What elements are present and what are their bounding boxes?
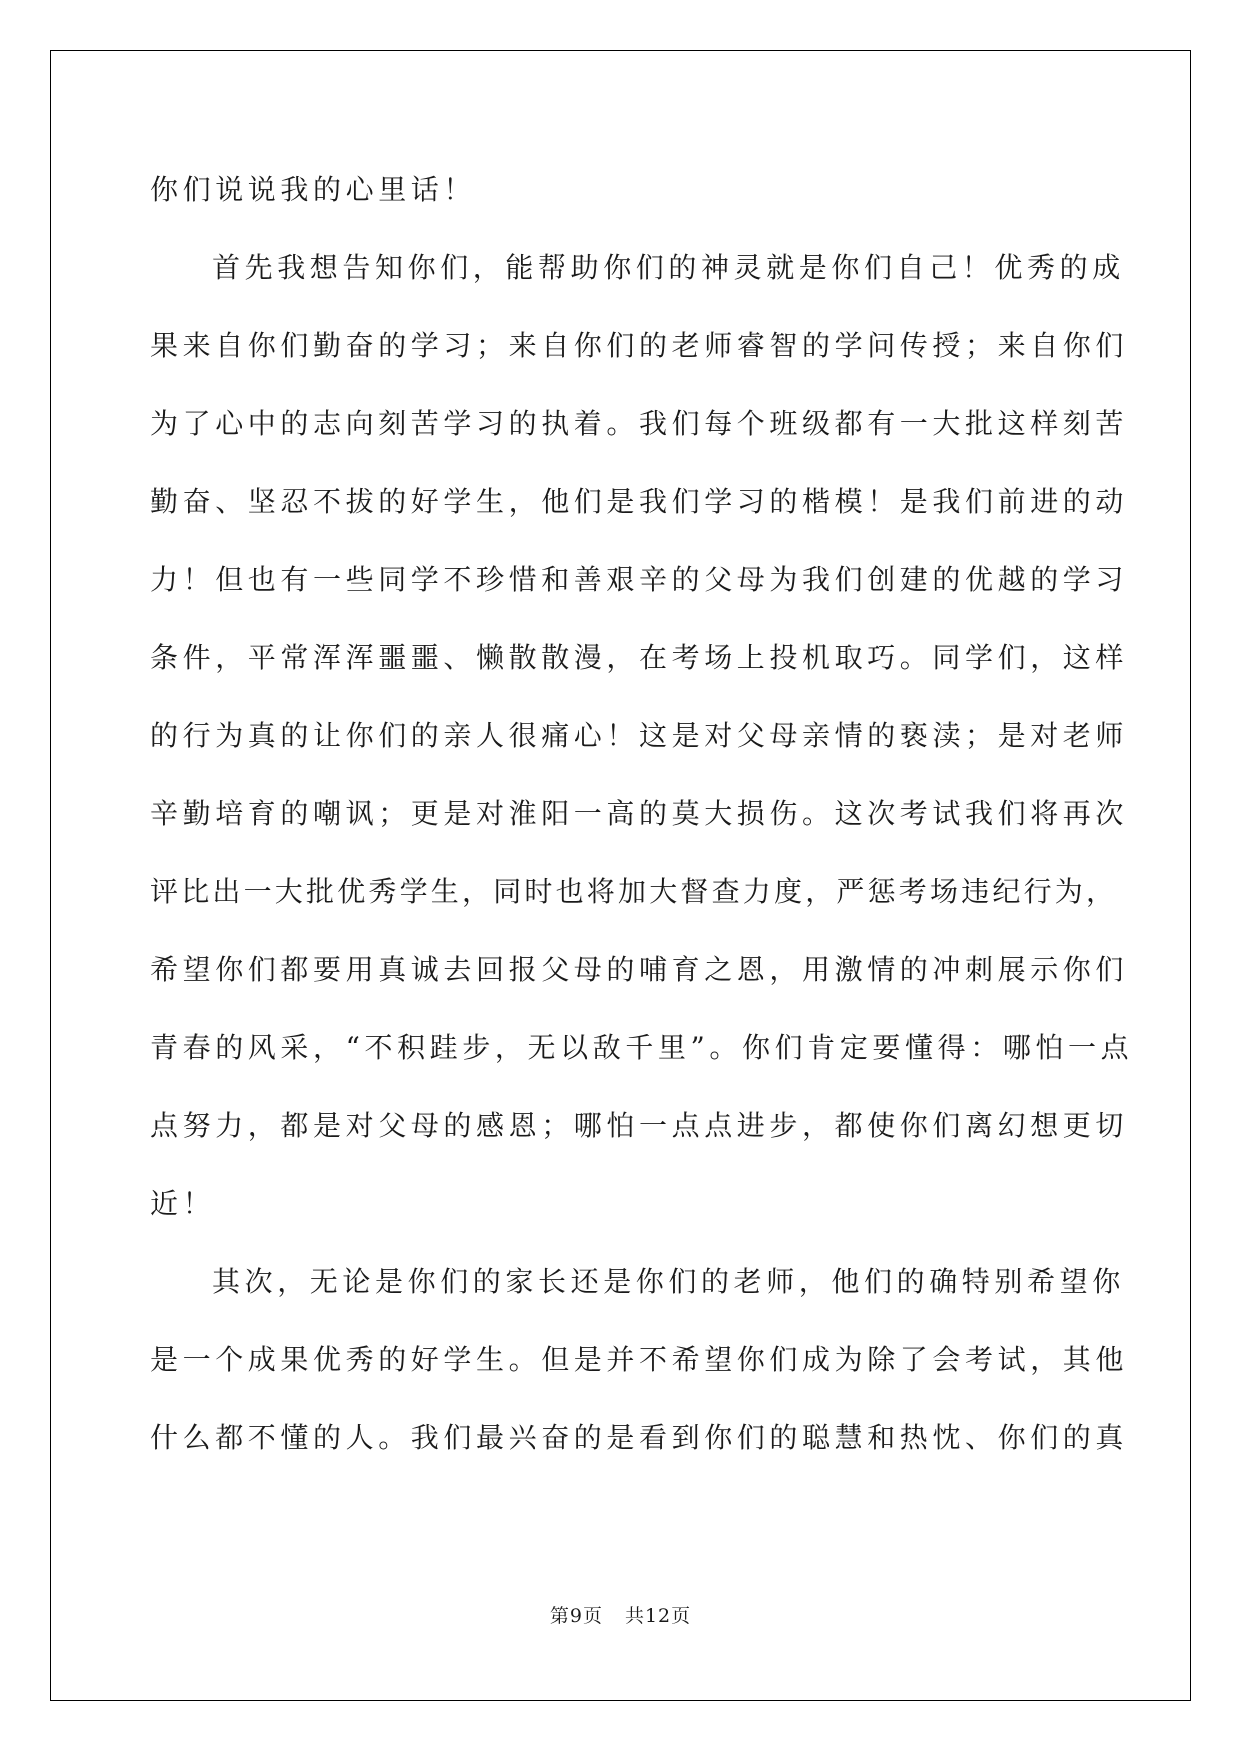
text-line: 是一个成果优秀的好学生。但是并不希望你们成为除了会考试，其他 (150, 1343, 1129, 1376)
page-number: 第9页 (549, 1605, 603, 1627)
text-line: 为了心中的志向刻苦学习的执着。我们每个班级都有一大批这样刻苦 (150, 407, 1129, 440)
text-line: 什么都不懂的人。我们最兴奋的是看到你们的聪慧和热忱、你们的真 (150, 1421, 1129, 1454)
text-line: 其次，无论是你们的家长还是你们的老师，他们的确特别希望你 (212, 1265, 1125, 1298)
text-line: 青春的风采，“不积跬步，无以敌千里”。你们肯定要懂得：哪怕一点 (150, 1031, 1134, 1064)
text-line: 点努力，都是对父母的感恩；哪怕一点点进步，都使你们离幻想更切 (150, 1109, 1129, 1142)
text-line: 首先我想告知你们，能帮助你们的神灵就是你们自己！优秀的成 (212, 251, 1125, 284)
text-line: 希望你们都要用真诚去回报父母的哺育之恩，用激情的冲刺展示你们 (150, 953, 1129, 986)
text-line: 近！ (150, 1187, 216, 1220)
text-line: 的行为真的让你们的亲人很痛心！这是对父母亲情的亵渎；是对老师 (150, 719, 1129, 752)
text-line: 勤奋、坚忍不拔的好学生，他们是我们学习的楷模！是我们前进的动 (150, 485, 1129, 518)
text-line: 条件，平常浑浑噩噩、懒散散漫，在考场上投机取巧。同学们，这样 (150, 641, 1129, 674)
text-line: 力！但也有一些同学不珍惜和善艰辛的父母为我们创建的优越的学习 (150, 563, 1129, 596)
page-footer (0, 1601, 1241, 1628)
text-line: 评比出一大批优秀学生，同时也将加大督查力度，严惩考场违纪行为， (150, 875, 1118, 908)
text-line: 你们说说我的心里话！ (150, 173, 477, 206)
text-line: 果来自你们勤奋的学习；来自你们的老师睿智的学问传授；来自你们 (150, 329, 1129, 362)
page-total: 共12页 (624, 1605, 692, 1627)
text-line: 辛勤培育的嘲讽；更是对淮阳一高的莫大损伤。这次考试我们将再次 (150, 797, 1129, 830)
